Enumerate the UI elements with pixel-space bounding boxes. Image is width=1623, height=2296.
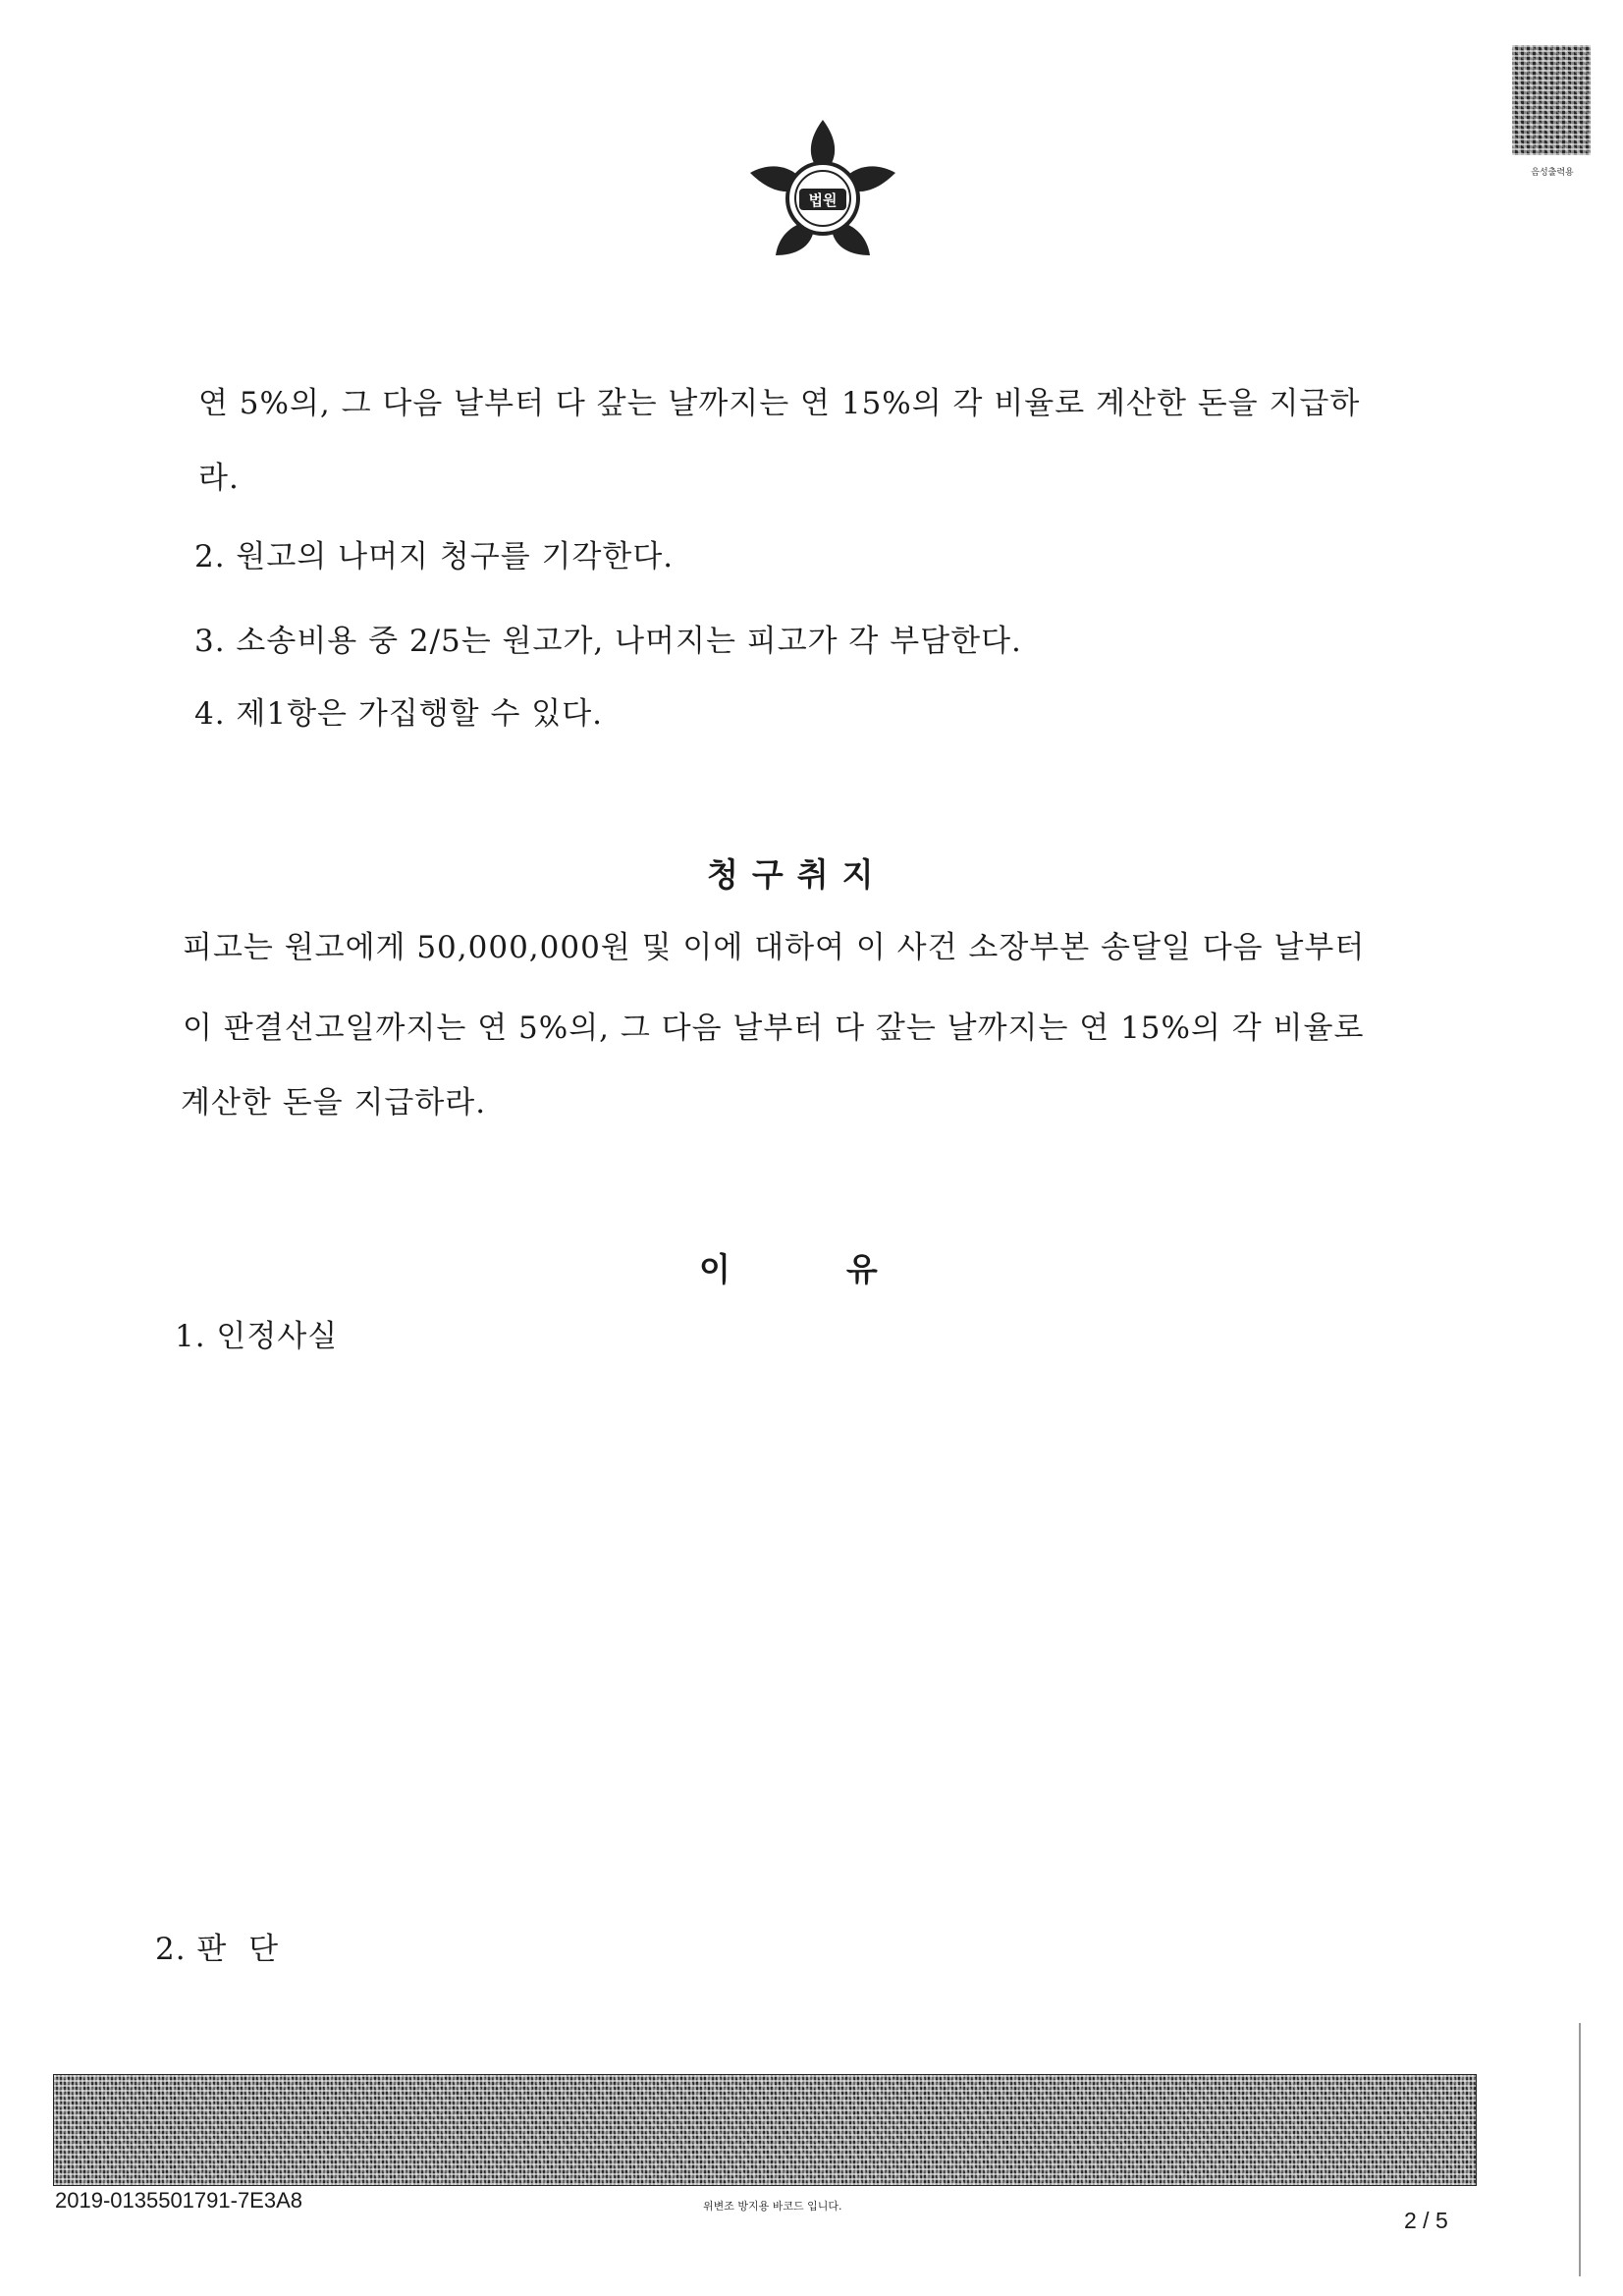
scan-edge-line xyxy=(1579,2023,1581,2276)
section-judgment: 2. 판 단 xyxy=(155,1932,280,1967)
reason-heading-char-2: 유 xyxy=(845,1250,878,1288)
claim-line-1: 피고는 원고에게 50,000,000원 및 이에 대하여 이 사건 소장부본 송달일 다음 날부터 xyxy=(183,930,1366,965)
order-line-3: 2. 원고의 나머지 청구를 기각한다. xyxy=(194,539,675,574)
anti-forgery-barcode xyxy=(53,2074,1477,2186)
court-emblem-logo xyxy=(744,116,901,265)
barcode-note: 위변조 방지용 바코드 입니다. xyxy=(703,2200,842,2213)
reason-heading xyxy=(699,1250,878,1288)
order-line-2: 라. xyxy=(198,461,240,496)
order-line-5: 4. 제1항은 가집행할 수 있다. xyxy=(194,696,604,732)
claim-line-2: 이 판결선고일까지는 연 5%의, 그 다음 날부터 다 갚는 날까지는 연 15%의 각 비율로 xyxy=(183,1011,1365,1046)
order-line-1: 연 5%의, 그 다음 날부터 다 갚는 날까지는 연 15%의 각 비율로 계산한 돈을 지급하 xyxy=(198,386,1361,421)
claim-line-3: 계산한 돈을 지급하라. xyxy=(181,1085,487,1121)
claim-heading: 청구취지 xyxy=(707,855,888,894)
qr-pattern xyxy=(1512,45,1591,155)
emblem-label: 법원 xyxy=(808,191,838,209)
page-number: 2 / 5 xyxy=(1404,2208,1448,2233)
section-facts: 1. 인정사실 xyxy=(175,1319,339,1354)
reason-heading-char-1: 이 xyxy=(699,1250,730,1288)
order-line-4: 3. 소송비용 중 2/5는 원고가, 나머지는 피고가 각 부담한다. xyxy=(194,624,1022,659)
document-id: 2019-0135501791-7E3A8 xyxy=(55,2188,303,2213)
qr-caption: 음성출력용 xyxy=(1531,168,1574,178)
voice-output-qr-code xyxy=(1512,45,1591,161)
